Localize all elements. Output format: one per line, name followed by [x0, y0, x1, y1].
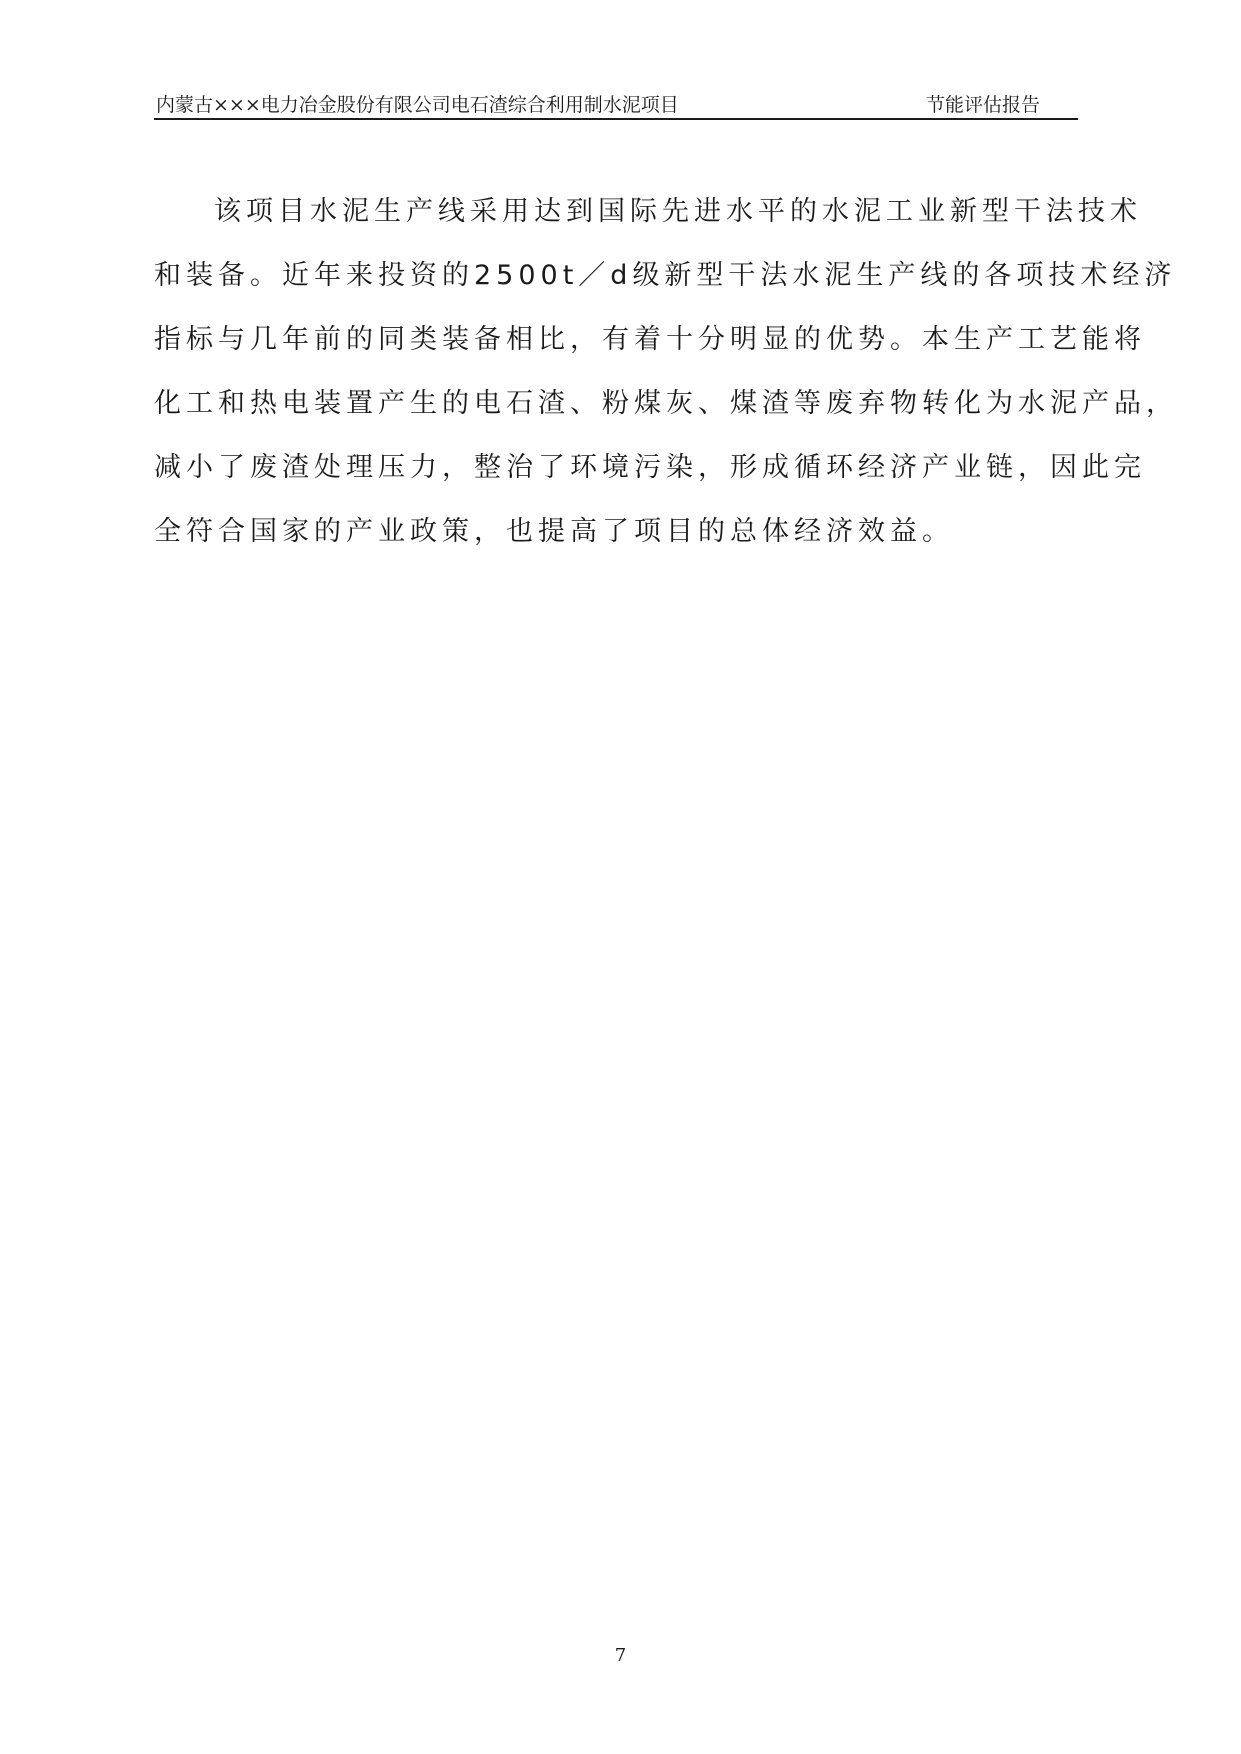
header-project-title: 内蒙古×××电力冶金股份有限公司电石渣综合利用制水泥项目: [156, 94, 679, 116]
paragraph-line: 指标与几年前的同类装备相比，有着十分明显的优势。本生产工艺能将: [154, 324, 1146, 355]
paragraph-line: 化工和热电装置产生的电石渣、粉煤灰、煤渣等废弃物转化为水泥产品，: [154, 388, 1178, 419]
paragraph-line: 全符合国家的产业政策，也提高了项目的总体经济效益。: [154, 516, 954, 547]
header-report-title: 节能评估报告: [925, 94, 1040, 116]
page-number: 7: [614, 1645, 627, 1666]
paragraph-line: 该项目水泥生产线采用达到国际先进水平的水泥工业新型干法技术: [214, 196, 1142, 227]
page-header: [154, 84, 1078, 120]
paragraph-line: 和装备。近年来投资的2500t／d级新型干法水泥生产线的各项技术经济: [154, 260, 1177, 291]
body-paragraph: [154, 180, 1178, 564]
paragraph-line: 减小了废渣处理压力，整治了环境污染，形成循环经济产业链，因此完: [154, 452, 1146, 483]
